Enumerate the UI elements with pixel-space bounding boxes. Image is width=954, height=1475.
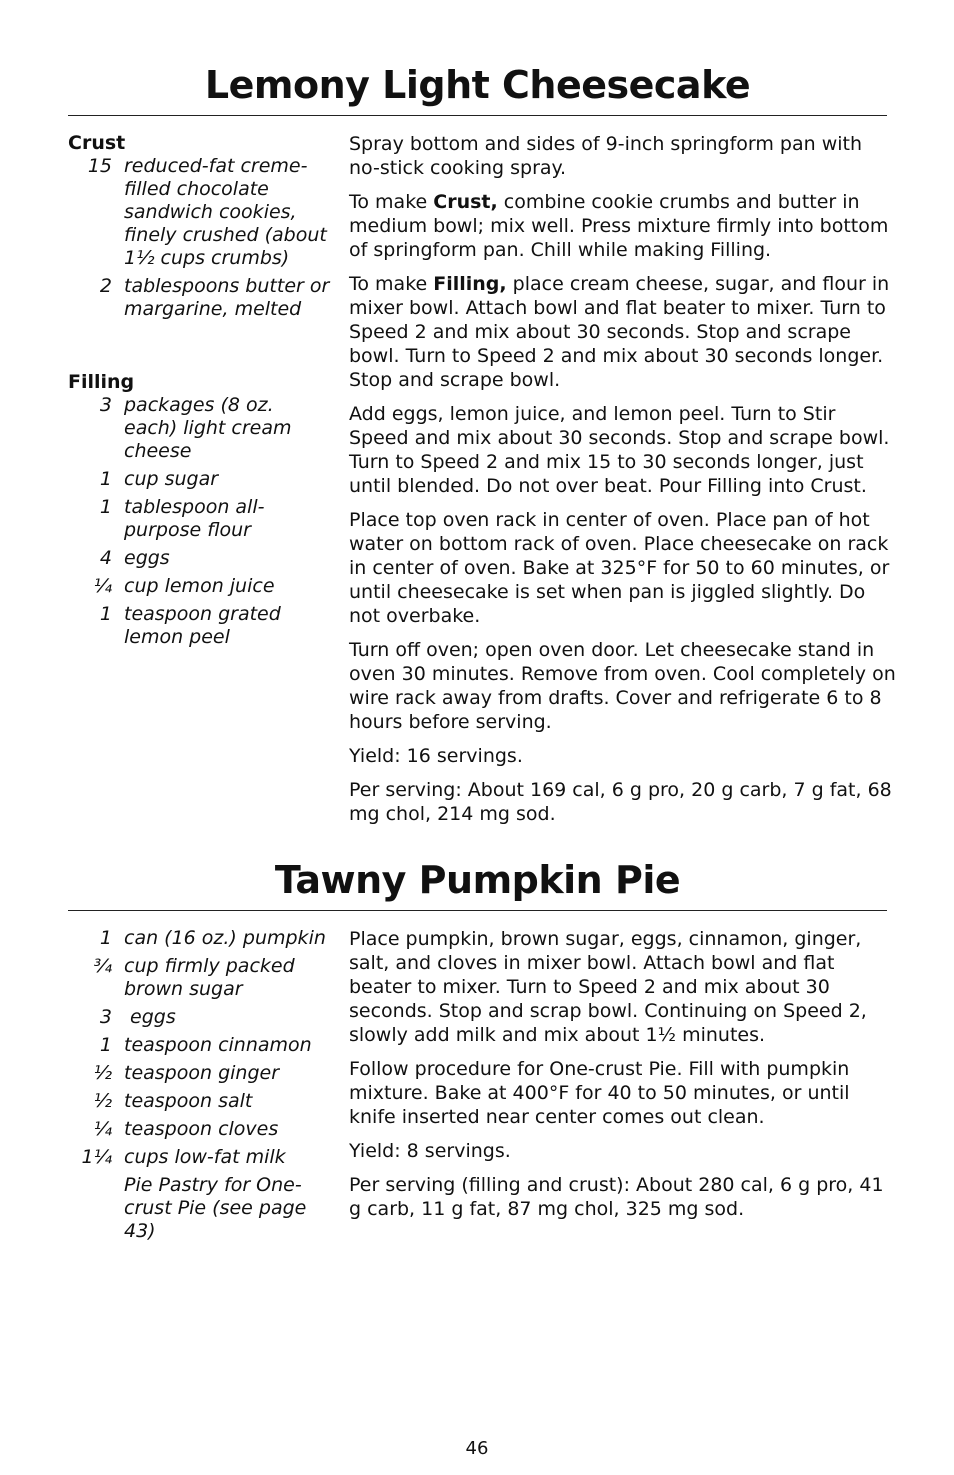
direction-step: Turn off oven; open oven door. Let cheesecake stand in oven 30 minutes. Remove from oven. Cool completely on wire rack away from drafts. Cover and refrigerate 6 to 8 hours before serving. [349,639,896,733]
ingredient-qty: ¼ [93,1118,112,1140]
step-keyword: Crust, [433,191,498,213]
step-text: To make [349,273,434,295]
ingredient-column [68,927,330,1248]
ingredient-item [68,275,330,321]
ingredient-name: cup firmly packed brown sugar [124,955,295,1000]
ingredient-name: teaspoon cloves [124,1118,279,1140]
ingredient-item [68,547,330,570]
ingredient-qty: 1 [99,1034,112,1056]
direction-step [349,190,897,262]
ingredient-item [68,927,330,950]
direction-step: Spray bottom and sides of 9-inch springform pan with no-stick cooking spray. [349,133,862,179]
ingredient-name: tablespoon all-purpose flour [124,496,265,541]
step-text: combine cookie crumbs and butter in medium bowl; mix well. Press mixture firmly into bottom of springform pan. Chill while making Filling. [349,191,889,261]
ingredient-qty: 1 [99,496,112,518]
ingredient-name: cup sugar [124,468,219,490]
ingredient-item [68,1118,330,1141]
ingredient-qty: ½ [93,1090,112,1112]
recipe-title: Tawny Pumpkin Pie [274,858,681,902]
ingredient-name: packages (8 oz. each) light cream cheese [124,394,292,462]
directions-column [349,927,897,1231]
ingredient-item [68,1174,330,1243]
recipe-title: Lemony Light Cheesecake [204,63,751,107]
direction-step: Place top oven rack in center of oven. Place pan of hot water on bottom rack of oven. Place cheesecake on rack in center of oven. Bake at 325°F for 50 to 60 minutes, or until cheesecake is set when pan is jiggled slightly. Do not overbake. [349,509,890,627]
ingredient-item [68,394,330,463]
ingredient-qty: 2 [99,275,112,297]
page-number: 46 [465,1438,489,1459]
ingredient-qty [68,1174,124,1243]
direction-step: Place pumpkin, brown sugar, eggs, cinnamon, ginger, salt, and cloves in mixer bowl. Attach bowl and flat beater to mixer. Turn to Speed 2 and mix about 30 seconds. Stop and scrap bowl. Continuing on Speed 2, slowly add milk and mix about 1½ minutes. [349,928,867,1046]
ingredient-name: eggs [124,1006,176,1028]
ingredient-item [68,155,330,270]
ingredient-item [68,1090,330,1113]
ingredient-item [68,575,330,598]
section-heading-filling: Filling [68,371,135,393]
ingredient-item [68,1006,330,1029]
section-heading-crust: Crust [68,132,126,154]
ingredient-name: teaspoon grated lemon peel [124,603,281,648]
ingredient-item [68,468,330,491]
ingredient-qty: 3 [99,394,112,416]
step-text: place cream cheese, sugar, and flour in mixer bowl. Attach bowl and flat beater to mixer. Turn to Speed 2 and mix about 30 seconds. Stop and scrape bowl. Turn to Speed 2 and mix about 30 seconds longer. Stop and scrape bowl. [349,273,890,391]
ingredient-qty: 4 [99,547,112,569]
direction-step: Follow procedure for One-crust Pie. Fill with pumpkin mixture. Bake at 400°F for 40 to 50 minutes, or until knife inserted near center comes out clean. [349,1058,850,1128]
direction-step [349,272,897,392]
ingredient-name: teaspoon ginger [124,1062,280,1084]
ingredient-qty: ¼ [93,575,112,597]
directions-column [349,132,897,836]
ingredient-qty: ¾ [93,955,112,977]
ingredient-name: tablespoons butter or margarine, melted [124,275,330,320]
ingredient-qty: ½ [93,1062,112,1084]
ingredient-item [68,1146,330,1169]
ingredient-qty: 3 [99,1006,112,1028]
ingredient-qty: 15 [87,155,112,177]
ingredient-column [68,132,330,654]
step-keyword: Filling, [433,273,507,295]
yield-text: Yield: 16 servings. [349,745,523,767]
ingredient-name: Pie Pastry for One-crust Pie (see page 43) [124,1174,307,1242]
title-divider [68,115,887,116]
ingredient-qty: 1 [99,468,112,490]
nutrition-text: Per serving (filling and crust): About 280 cal, 6 g pro, 41 g carb, 11 g fat, 87 mg chol, 325 mg sod. [349,1174,884,1220]
nutrition-text: Per serving: About 169 cal, 6 g pro, 20 g carb, 7 g fat, 68 mg chol, 214 mg sod. [349,779,892,825]
ingredient-name: teaspoon salt [124,1090,253,1112]
step-text: To make [349,191,434,213]
ingredient-item [68,496,330,542]
yield-text: Yield: 8 servings. [349,1140,511,1162]
ingredient-qty: 1¼ [81,1146,112,1168]
ingredient-item [68,1034,330,1057]
direction-step: Add eggs, lemon juice, and lemon peel. Turn to Stir Speed and mix about 30 seconds. Stop and scrape bowl. Turn to Speed 2 and mix 15 to 30 seconds longer, just until blended. Do not over beat. Pour Filling into Crust. [349,403,890,497]
ingredient-qty: 1 [99,927,112,949]
ingredient-name: cup lemon juice [124,575,275,597]
ingredient-name: reduced-fat creme-filled chocolate sandwich cookies, finely crushed (about 1½ cups crumbs) [124,155,327,269]
ingredient-name: eggs [124,547,170,569]
ingredient-item [68,955,330,1001]
recipe-lemony-cheesecake [68,62,896,825]
ingredient-name: teaspoon cinnamon [124,1034,312,1056]
recipe-tawny-pumpkin-pie [68,857,887,1242]
ingredient-qty: 1 [99,603,112,625]
ingredient-name: can (16 oz.) pumpkin [124,927,326,949]
title-divider [68,910,887,911]
ingredient-item [68,603,330,649]
ingredient-name: cups low-fat milk [124,1146,286,1168]
ingredient-item [68,1062,330,1085]
